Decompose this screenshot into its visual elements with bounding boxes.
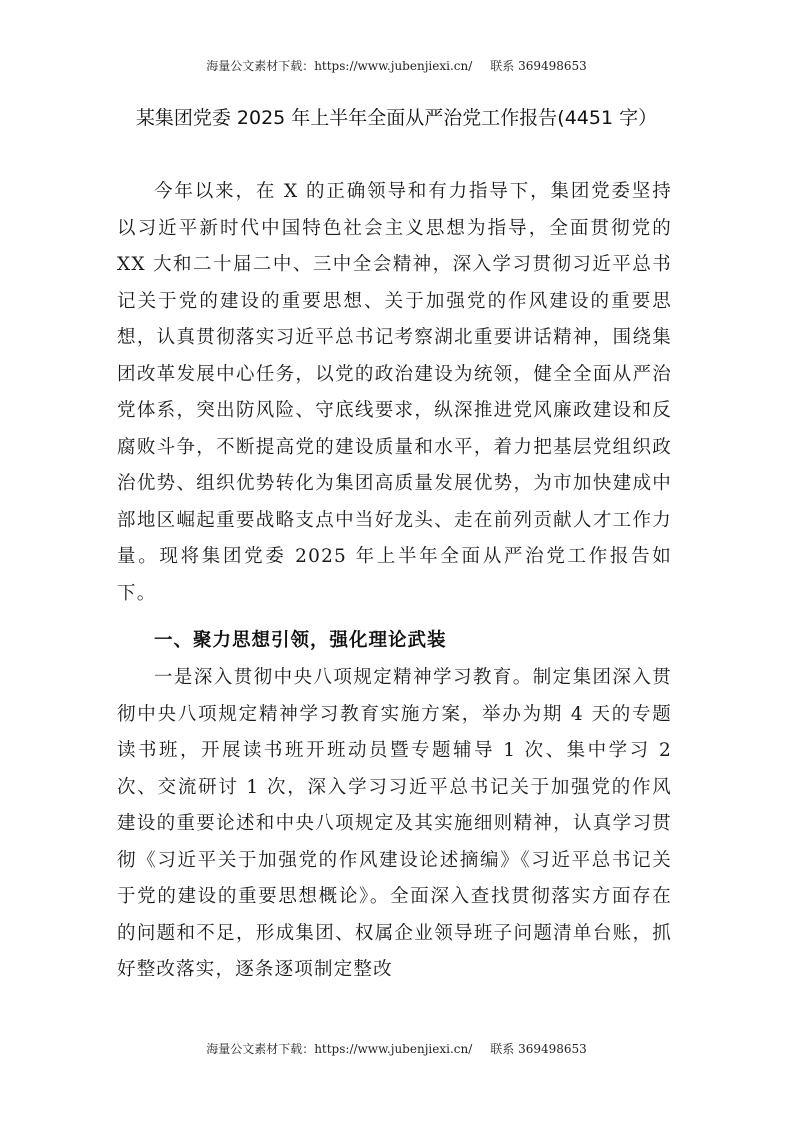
section-1-paragraph: 一是深入贯彻中央八项规定精神学习教育。制定集团深入贯彻中央八项规定精神学习教育实施方案，举办为期 4 天的专题读书班，开展读书班开班动员暨专题辅导 1 次、集中学习 2 次、交流研讨 1 次，深入学习习近平总书记关于加强党的作风建设的重要论述和中央八项规定及其实施细则精神，认真学习贯彻《习近平关于加强党的作风建设论述摘编》《习近平总书记关于党的建设的重要思想概论》。全面深入查找贯彻落实方面存在的问题和不足，形成集团、权属企业领导班子问题清单台账，抓好整改落实，逐条逐项制定整改 bbox=[117, 667, 672, 980]
section-1-heading: 一、聚力思想引领，强化理论武装 bbox=[154, 630, 447, 651]
header-source-label: 海量公文素材下载：https://www.jubenjiexi.cn/ bbox=[206, 59, 473, 73]
header-contact: 联系 369498653 bbox=[490, 59, 587, 73]
page-header bbox=[0, 58, 793, 74]
intro-paragraph: 今年以来，在 X 的正确领导和有力指导下，集团党委坚持以习近平新时代中国特色社会主义思想为指导，全面贯彻党的 XX 大和二十届二中、三中全会精神，深入学习贯彻习近平总书记关于党的建设的重要思想、关于加强党的作风建设的重要思想，认真贯彻落实习近平总书记考察湖北重要讲话精神，围绕集团改革发展中心任务，以党的政治建设为统领，健全全面从严治党体系，突出防风险、守底线要求，纵深推进党风廉政建设和反腐败斗争，不断提高党的建设质量和水平，着力把基层党组织政治优势、组织优势转化为集团高质量发展优势，为市加快建成中部地区崛起重要战略支点中当好龙头、走在前列贡献人才工作力量。现将集团党委 2025 年上半年全面从严治党工作报告如下。 bbox=[117, 181, 672, 604]
footer-source-label: 海量公文素材下载：https://www.jubenjiexi.cn/ bbox=[206, 1042, 473, 1056]
intro-section bbox=[117, 174, 672, 612]
footer-contact: 联系 369498653 bbox=[490, 1042, 587, 1056]
page-footer bbox=[0, 1041, 793, 1057]
document-title: 某集团党委 2025 年上半年全面从严治党工作报告(4451 字） bbox=[135, 107, 658, 129]
section-1-body bbox=[117, 660, 672, 989]
